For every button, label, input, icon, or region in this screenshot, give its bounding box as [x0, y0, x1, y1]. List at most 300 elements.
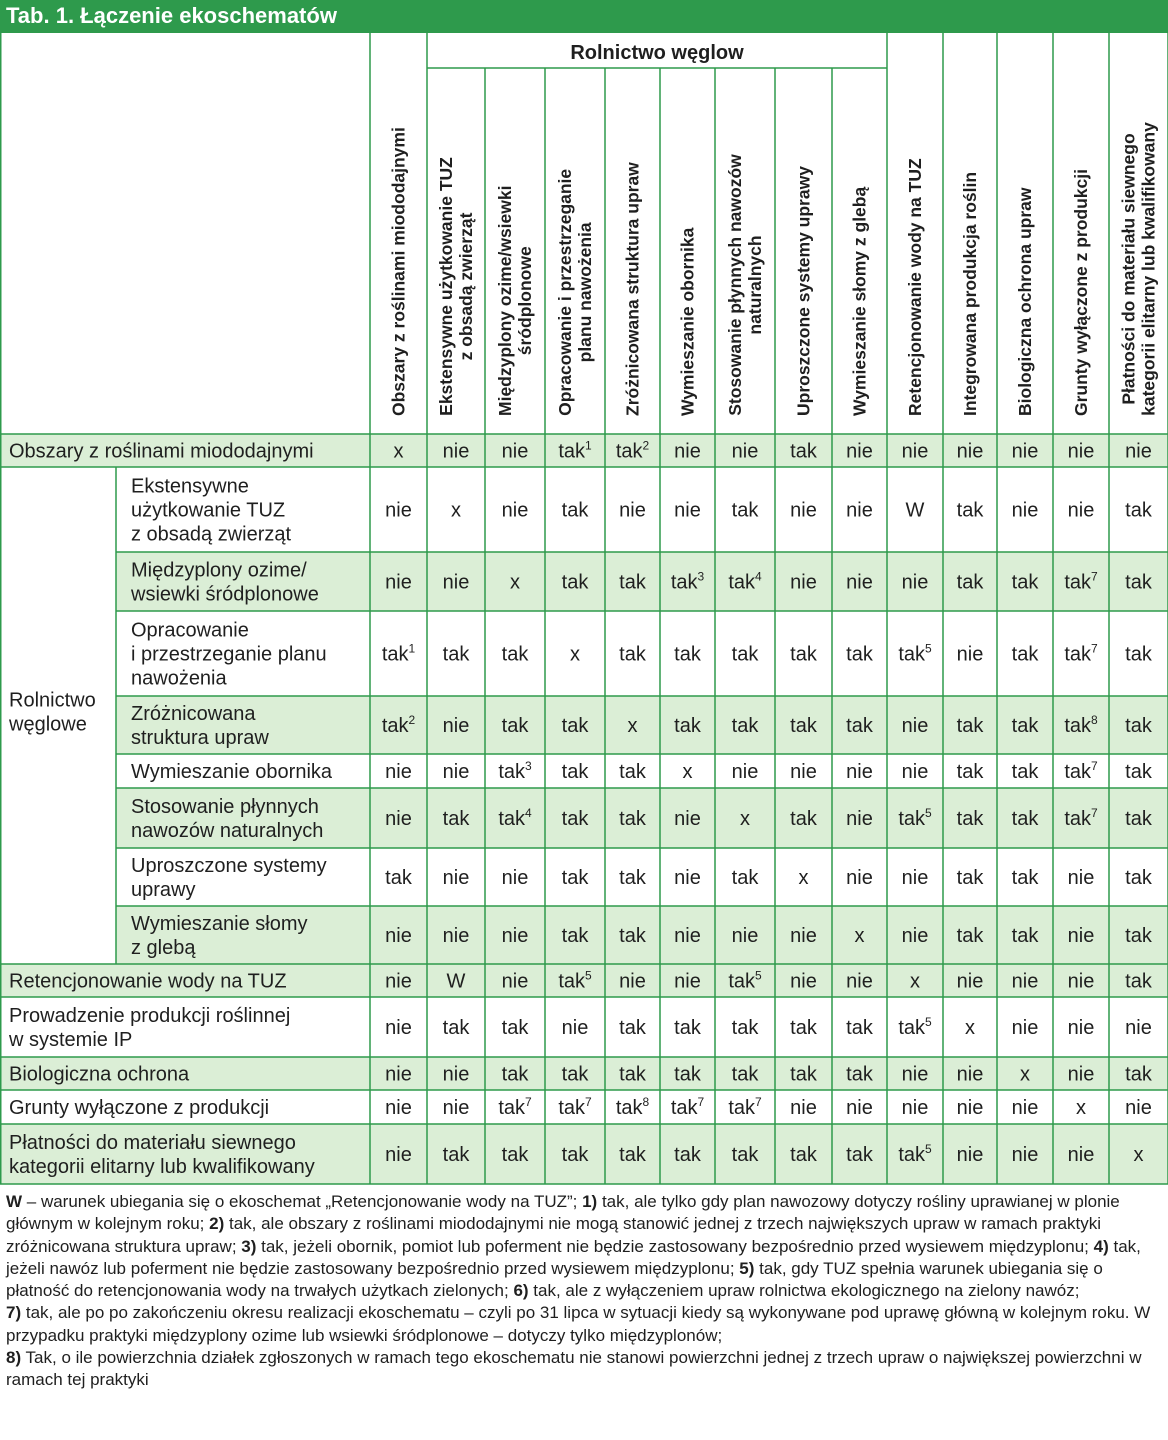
cell-value: nie — [956, 970, 984, 993]
matrix-cell — [846, 1144, 874, 1166]
matrix-cell — [619, 761, 647, 783]
matrix-cell — [616, 1095, 650, 1119]
cell-value: tak — [1125, 808, 1152, 830]
cell-value: tak — [619, 571, 646, 594]
matrix-cell — [385, 1017, 412, 1039]
matrix-cell — [683, 761, 693, 783]
matrix-cell — [502, 441, 529, 463]
cell-value: nie — [1011, 499, 1039, 522]
cell-value: tak — [1064, 643, 1091, 666]
matrix-cell — [898, 1015, 932, 1039]
cell-value: W — [905, 499, 925, 522]
matrix-cell — [732, 644, 760, 666]
cell-value: tak — [1011, 761, 1039, 783]
cell-value: nie — [674, 925, 701, 947]
cell-value: tak — [728, 1097, 755, 1119]
cell-value: nie — [385, 499, 412, 522]
matrix-cell — [385, 867, 413, 889]
cell-value: x — [1133, 1144, 1144, 1166]
matrix-cell — [570, 644, 580, 666]
cell-footnote-mark: 5 — [755, 968, 762, 983]
cell-value: tak — [956, 571, 984, 594]
matrix-cell — [790, 1097, 817, 1119]
column-header-line: Biologiczna ochrona upraw — [1015, 187, 1035, 416]
matrix-cell — [674, 500, 701, 522]
row-label: użytkowanie TUZ — [131, 499, 286, 522]
footnote-body: tak, jeżeli nawóz lub poferment nie będzie zastosowany bezpośrednio przed wysiewem międzyplonu; — [6, 1236, 1141, 1278]
footnote-body: tak, ale z wyłączeniem upraw rolnictwa ekologicznego na zielony nawóz; — [528, 1281, 1080, 1301]
cell-footnote-mark: 4 — [755, 569, 762, 584]
cell-value: nie — [901, 1063, 929, 1086]
row-label: Międzyplony ozime/ — [131, 559, 307, 582]
column-header-line: planu nawożenia — [575, 222, 595, 363]
cell-value: nie — [1125, 1017, 1152, 1039]
matrix-cell — [1012, 971, 1039, 993]
matrix-cell — [790, 572, 817, 594]
cell-value: tak — [561, 571, 589, 594]
column-header-line: Obszary z roślinami miododajnymi — [388, 127, 409, 416]
cell-value: nie — [385, 1063, 412, 1086]
matrix-cell — [619, 925, 647, 947]
matrix-cell — [957, 572, 985, 594]
cell-footnote-mark: 7 — [697, 1095, 705, 1109]
matrix-cell — [790, 644, 818, 666]
matrix-cell — [732, 441, 759, 463]
cell-value: tak — [442, 1144, 470, 1166]
cell-value: tak — [381, 643, 409, 666]
cell-value: nie — [846, 970, 873, 993]
cell-value: nie — [901, 1097, 929, 1119]
matrix-cell — [562, 761, 590, 783]
cell-value: nie — [674, 440, 701, 463]
cell-value: tak — [1125, 761, 1152, 783]
cell-value: nie — [385, 571, 412, 594]
matrix-cell — [558, 1095, 592, 1119]
column-header — [495, 186, 535, 416]
footnote-key: 7) — [6, 1303, 22, 1323]
cell-value: tak — [898, 643, 925, 666]
cell-value: nie — [1067, 1063, 1095, 1086]
cell-value: tak — [1011, 808, 1039, 830]
matrix-cell — [443, 644, 471, 666]
cell-value: nie — [442, 867, 470, 889]
cell-value: nie — [731, 925, 759, 947]
row-label: Opracowanie — [131, 619, 249, 642]
matrix-cell — [1068, 867, 1095, 889]
matrix-cell — [385, 1097, 412, 1119]
matrix-cell — [790, 925, 817, 947]
matrix-cell — [502, 1017, 530, 1039]
cell-value: tak — [846, 1063, 873, 1086]
column-header-line: z obsadą zwierząt — [456, 212, 476, 361]
title-bar — [0, 0, 1168, 33]
row-label: i przestrzeganie planu — [131, 643, 327, 666]
matrix-cell — [902, 1097, 929, 1119]
matrix-cell — [957, 867, 985, 889]
cell-value: tak — [498, 1097, 525, 1119]
cell-value: nie — [1067, 970, 1095, 993]
footnote-key: 3) — [241, 1236, 257, 1256]
cell-value: tak — [956, 715, 984, 737]
cell-value: tak — [1125, 925, 1152, 947]
cell-value: tak — [728, 571, 755, 594]
matrix-cell — [562, 572, 590, 594]
cell-value: tak — [790, 715, 817, 737]
cell-value: tak — [731, 643, 759, 666]
cell-value: tak — [674, 1017, 701, 1039]
matrix-cell — [957, 1064, 984, 1086]
column-header-line: kategorii elitarny lub kwalifikowany — [1138, 122, 1159, 416]
matrix-cell — [1068, 441, 1095, 463]
cell-value: tak — [790, 440, 817, 463]
cell-footnote-mark: 5 — [585, 968, 592, 983]
matrix-cell — [502, 500, 529, 522]
matrix-cell — [1068, 500, 1095, 522]
matrix-cell — [619, 971, 646, 993]
cell-value: tak — [1125, 499, 1152, 522]
cell-value: nie — [731, 440, 759, 463]
matrix-cell — [790, 808, 818, 830]
cell-value: tak — [561, 925, 589, 947]
column-header — [1015, 187, 1035, 416]
row-label: w systemie IP — [9, 1029, 133, 1051]
column-header — [555, 169, 595, 416]
cell-value: W — [446, 970, 466, 993]
cell-value: nie — [790, 970, 817, 993]
matrix-cell — [906, 500, 925, 522]
matrix-cell — [740, 808, 750, 830]
cell-value: nie — [846, 808, 873, 830]
cell-value: tak — [674, 1063, 701, 1086]
cell-value: tak — [1011, 715, 1039, 737]
matrix-cell — [502, 971, 529, 993]
matrix-cell — [846, 867, 873, 889]
row-label: Wymieszanie słomy — [131, 913, 308, 935]
cell-value: nie — [846, 571, 873, 594]
group-header-rolnictwo: Rolnictwo węglow — [570, 42, 744, 64]
cell-footnote-mark: 5 — [925, 1015, 932, 1029]
matrix-cell — [502, 1144, 530, 1166]
matrix-cell — [1064, 759, 1098, 783]
cell-value: nie — [442, 925, 470, 947]
matrix-cell — [902, 925, 929, 947]
cell-footnote-mark: 4 — [525, 806, 532, 820]
matrix-cell — [732, 1144, 760, 1166]
matrix-cell — [394, 441, 404, 463]
cell-value: nie — [846, 761, 873, 783]
matrix-cell — [846, 1097, 873, 1119]
row-label: Grunty wyłączone z produkcji — [9, 1097, 270, 1119]
cell-value: tak — [790, 1063, 817, 1086]
row-label: uprawy — [131, 879, 196, 901]
matrix-cell — [1012, 1144, 1039, 1166]
matrix-cell — [732, 715, 760, 737]
cell-value: tak — [501, 1017, 529, 1039]
cell-value: tak — [561, 808, 589, 830]
matrix-cell — [965, 1017, 975, 1039]
cell-value: nie — [385, 925, 412, 947]
cell-value: tak — [561, 761, 589, 783]
cell-value: nie — [901, 867, 929, 889]
matrix-cell — [562, 867, 590, 889]
matrix-cell — [732, 867, 760, 889]
cell-value: nie — [1011, 970, 1039, 993]
cell-value: tak — [501, 1144, 529, 1166]
matrix-cell — [502, 925, 529, 947]
row-label: Prowadzenie produkcji roślinnej — [9, 1005, 291, 1027]
cell-value: tak — [561, 1063, 589, 1086]
matrix-cell — [1068, 1017, 1095, 1039]
cell-value: nie — [1067, 867, 1095, 889]
footnote-key: 8) — [6, 1348, 22, 1368]
cell-value: x — [627, 715, 638, 737]
matrix-cell — [855, 925, 865, 947]
cell-value: nie — [1011, 1144, 1039, 1166]
cell-value: nie — [501, 925, 529, 947]
cell-value: nie — [731, 761, 759, 783]
cell-value: nie — [501, 440, 529, 463]
matrix-cell — [957, 1097, 984, 1119]
cell-value: nie — [442, 571, 470, 594]
column-header — [960, 172, 980, 416]
matrix-cell — [1012, 500, 1039, 522]
matrix-cell — [732, 761, 759, 783]
cell-value: tak — [731, 499, 759, 522]
cell-value: tak — [1011, 643, 1039, 666]
column-header — [850, 187, 870, 416]
cell-value: tak — [670, 571, 698, 594]
cell-value: nie — [385, 970, 412, 993]
matrix-cell — [562, 925, 590, 947]
matrix-cell — [1134, 1144, 1144, 1166]
matrix-cell — [562, 1144, 590, 1166]
cell-value: tak — [501, 715, 529, 737]
cell-footnote-mark: 1 — [408, 641, 416, 656]
matrix-cell — [619, 1064, 647, 1086]
cell-value: nie — [501, 970, 529, 993]
cell-value: x — [682, 761, 693, 783]
matrix-cell — [619, 867, 647, 889]
cell-value: tak — [615, 1097, 643, 1119]
cell-value: x — [570, 643, 580, 666]
matrix-cell — [447, 971, 466, 993]
cell-value: tak — [790, 808, 817, 830]
matrix-cell — [790, 500, 817, 522]
matrix-cell — [846, 715, 874, 737]
matrix-cell — [385, 1144, 412, 1166]
cell-value: tak — [501, 643, 529, 666]
cell-value: nie — [619, 499, 646, 522]
matrix-cell — [1125, 1017, 1152, 1039]
column-header-line: naturalnych — [745, 235, 765, 335]
cell-value: nie — [501, 499, 529, 522]
footnote-body: tak, ale obszary z roślinami miododajnymi nie mogą stanowić jednej z trzech największych upraw w ramach praktyki zróżnicowana struktura upraw; — [6, 1214, 1102, 1256]
cell-value: nie — [846, 867, 873, 889]
cell-value: nie — [956, 643, 984, 666]
column-header — [1071, 169, 1091, 416]
matrix-cell — [898, 642, 932, 666]
cell-value: nie — [956, 1097, 984, 1119]
matrix-cell — [502, 715, 530, 737]
matrix-cell — [732, 925, 759, 947]
matrix-cell — [562, 500, 590, 522]
cell-value: nie — [1011, 1097, 1039, 1119]
cell-value: nie — [674, 808, 701, 830]
cell-value: tak — [561, 867, 589, 889]
cell-value: nie — [790, 925, 817, 947]
column-header — [725, 154, 765, 416]
matrix-cell — [619, 808, 647, 830]
cell-value: tak — [615, 440, 643, 463]
cell-value: tak — [790, 643, 817, 666]
cell-footnote-mark: 7 — [1091, 806, 1098, 820]
cell-value: tak — [846, 715, 873, 737]
footnote-body: tak, jeżeli obornik, pomiot lub poferment nie będzie zastosowany bezpośrednio przed wysiewem międzyplonu; — [256, 1236, 1094, 1256]
matrix-cell — [1068, 971, 1095, 993]
row-label: Wymieszanie obornika — [131, 761, 333, 783]
cell-value: x — [1020, 1063, 1030, 1086]
matrix-cell — [1125, 925, 1153, 947]
row-group-label: Rolnictwo — [9, 689, 96, 712]
matrix-cell — [732, 1064, 760, 1086]
matrix-cell — [385, 1064, 412, 1086]
cell-value: x — [798, 867, 809, 889]
matrix-cell — [1012, 1017, 1039, 1039]
matrix-cell — [1076, 1097, 1086, 1119]
matrix-cell — [562, 715, 590, 737]
matrix-cell — [674, 715, 702, 737]
cell-footnote-mark: 7 — [525, 1095, 532, 1109]
matrix-cell — [1125, 441, 1152, 463]
matrix-cell — [1012, 572, 1040, 594]
footnote-key: 1) — [582, 1192, 598, 1211]
matrix-cell — [1020, 1064, 1030, 1086]
cell-value: tak — [670, 1097, 698, 1119]
row-label: wsiewki śródplonowe — [131, 583, 319, 606]
cell-value: tak — [846, 643, 873, 666]
matrix-cell — [382, 642, 416, 666]
cell-value: nie — [1067, 1017, 1095, 1039]
matrix-cell — [674, 644, 702, 666]
cell-value: tak — [561, 715, 589, 737]
row-label: Zróżnicowana — [131, 703, 256, 725]
matrix-cell — [619, 500, 646, 522]
cell-footnote-mark: 7 — [585, 1095, 592, 1109]
matrix-cell — [385, 572, 412, 594]
row-label: nawozów naturalnych — [131, 820, 324, 842]
cell-value: tak — [846, 1017, 873, 1039]
matrix-cell — [957, 1144, 984, 1166]
cell-value: tak — [1064, 808, 1091, 830]
column-header-line: Stosowanie płynnych nawozów — [725, 154, 745, 416]
matrix-cell — [674, 1144, 702, 1166]
row-label: kategorii elitarny lub kwalifikowany — [9, 1156, 315, 1178]
matrix-cell — [562, 1064, 590, 1086]
matrix-cell — [510, 572, 520, 594]
cell-value: nie — [1067, 1144, 1095, 1166]
cell-value: tak — [558, 440, 585, 463]
matrix-cell — [902, 441, 929, 463]
cell-value: x — [910, 970, 920, 993]
cell-footnote-mark: 5 — [925, 641, 932, 656]
cell-value: nie — [901, 440, 929, 463]
matrix-cell — [562, 1017, 589, 1039]
matrix-cell — [619, 644, 647, 666]
cell-value: tak — [619, 867, 646, 889]
matrix-cell — [1125, 715, 1153, 737]
matrix-cell — [671, 1095, 705, 1119]
cell-value: nie — [674, 499, 701, 522]
matrix-cell — [902, 761, 929, 783]
matrix-cell — [957, 761, 985, 783]
matrix-cell — [957, 925, 985, 947]
column-header — [389, 127, 409, 416]
cell-value: nie — [956, 1063, 984, 1086]
cell-footnote-mark: 1 — [585, 438, 592, 453]
cell-value: nie — [901, 571, 929, 594]
matrix-cell — [957, 971, 984, 993]
footnote-key: W — [6, 1192, 23, 1211]
row-label: struktura upraw — [131, 727, 269, 749]
matrix-cell — [674, 441, 701, 463]
cell-footnote-mark: 7 — [755, 1095, 762, 1109]
cell-value: tak — [385, 867, 412, 889]
matrix-cell — [443, 1097, 470, 1119]
matrix-cell — [1012, 867, 1040, 889]
cell-value: nie — [442, 1063, 470, 1086]
cell-value: tak — [731, 867, 759, 889]
cell-value: x — [854, 925, 865, 947]
footnote-text — [6, 1191, 1164, 1392]
column-header-line: Ekstensywne użytkowanie TUZ — [436, 157, 456, 416]
cell-footnote-mark: 7 — [1091, 641, 1098, 656]
cell-value: tak — [731, 1017, 759, 1039]
cell-value: nie — [385, 808, 412, 830]
cell-value: tak — [956, 925, 984, 947]
cell-value: tak — [442, 808, 470, 830]
column-header-line: Wymieszanie obornika — [677, 227, 698, 416]
matrix-cell — [502, 867, 529, 889]
cell-value: x — [1076, 1097, 1086, 1119]
matrix-cell — [846, 1064, 874, 1086]
row-label: z glebą — [131, 937, 196, 959]
matrix-cell — [728, 1095, 762, 1119]
matrix-cell — [902, 715, 929, 737]
matrix-cell — [957, 644, 984, 666]
matrix-cell — [846, 1017, 874, 1039]
matrix-cell — [1012, 761, 1040, 783]
column-header-line: Międzyplony ozime/wsiewki — [495, 185, 515, 416]
column-header-line: Integrowana produkcja roślin — [960, 171, 980, 416]
footnote-key: 6) — [513, 1281, 529, 1301]
cell-value: nie — [846, 440, 873, 463]
cell-value: tak — [731, 715, 759, 737]
cell-value: tak — [619, 643, 646, 666]
column-header — [436, 157, 476, 416]
column-header — [905, 158, 925, 416]
cell-value: tak — [674, 1144, 701, 1166]
matrix-cell — [1012, 1097, 1039, 1119]
cell-value: nie — [956, 1144, 984, 1166]
cell-value: nie — [561, 1017, 589, 1039]
cell-value: tak — [956, 499, 984, 522]
row-group-label: węglowe — [9, 713, 87, 736]
table-title: Tab. 1. Łączenie ekoschematów — [6, 3, 337, 28]
matrix-cell — [1068, 1144, 1095, 1166]
cell-value: tak — [619, 1017, 646, 1039]
matrix-cell — [790, 761, 817, 783]
matrix-cell — [902, 572, 929, 594]
